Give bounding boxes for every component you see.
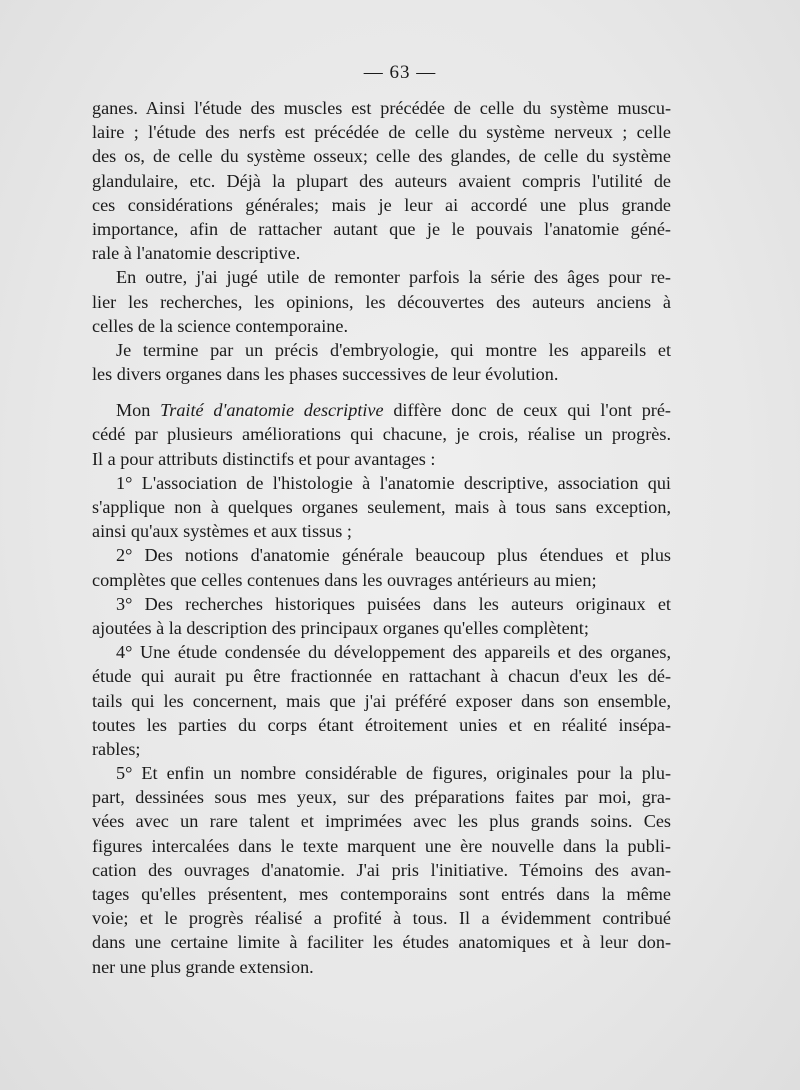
- body-text: [92, 96, 671, 979]
- paragraph-spacer: [92, 386, 671, 398]
- list-item: [92, 592, 671, 640]
- text-line: part, dessinées sous mes yeux, sur des préparations faites par moi, gra-: [92, 787, 671, 808]
- text-run: diffère donc de ceux qui l'ont pré-: [383, 400, 671, 421]
- text-line: rale à l'anatomie descriptive.: [92, 243, 301, 264]
- text-line: lier les recherches, les opinions, les découvertes des auteurs anciens à: [92, 291, 671, 312]
- paragraph: [92, 265, 671, 338]
- text-line: toutes les parties du corps étant étroitement unies et en réalité insépa-: [92, 714, 671, 735]
- text-line: voie; et le progrès réalisé a profité à tous. Il a évidemment contribué: [92, 908, 671, 929]
- text-line: celles de la science contemporaine.: [92, 315, 349, 336]
- text-line: 5° Et enfin un nombre considérable de figures, originales pour la plu-: [116, 763, 671, 784]
- paragraph: [92, 398, 671, 471]
- text-line: glandulaire, etc. Déjà la plupart des auteurs avaient compris l'utilité de: [92, 170, 671, 191]
- text-line: ner une plus grande extension.: [92, 956, 314, 977]
- text-line: cédé par plusieurs améliorations qui chacune, je crois, réalise un progrès.: [92, 424, 671, 445]
- text-line: Je termine par un précis d'embryologie, qui montre les appareils et: [116, 339, 671, 360]
- text-line: ainsi qu'aux systèmes et aux tissus ;: [92, 521, 352, 542]
- text-line: ganes. Ainsi l'étude des muscles est précédée de celle du système muscu-: [92, 98, 671, 118]
- list-item: [92, 543, 671, 591]
- text-line: ces considérations générales; mais je leur ai accordé une plus grande: [92, 194, 671, 215]
- list-item: [92, 640, 671, 761]
- text-line: rables;: [92, 738, 141, 759]
- text-line: laire ; l'étude des nerfs est précédée de celle du système nerveux ; celle: [92, 122, 671, 143]
- text-line: tails qui les concernent, mais que j'ai préféré exposer dans son ensemble,: [92, 690, 671, 711]
- text-line: étude qui aurait pu être fractionnée en rattachant à chacun d'eux les dé-: [92, 666, 671, 687]
- paragraph: [92, 96, 671, 265]
- text-line: 1° L'association de l'histologie à l'anatomie descriptive, association qui: [116, 472, 671, 493]
- text-line: Il a pour attributs distinctifs et pour avantages :: [92, 448, 436, 469]
- text-line: tages qu'elles présentent, mes contemporains sont entrés dans la même: [92, 884, 671, 904]
- text-line: complètes que celles contenues dans les ouvrages antérieurs au mien;: [92, 569, 597, 590]
- text-line-with-title: [92, 398, 671, 422]
- text-run: Mon: [116, 400, 161, 421]
- list-item: [92, 761, 671, 979]
- text-line: En outre, j'ai jugé utile de remonter parfois la série des âges pour re-: [116, 267, 671, 288]
- text-line: importance, afin de rattacher autant que je le pouvais l'anatomie géné-: [92, 218, 671, 239]
- text-line: 2° Des notions d'anatomie générale beaucoup plus étendues et plus: [116, 545, 671, 566]
- text-line: s'applique non à quelques organes seulement, mais à tous sans exception,: [92, 497, 671, 517]
- text-line: figures intercalées dans le texte marquent une ère nouvelle dans la publi-: [92, 835, 671, 856]
- text-line: vées avec un rare talent et imprimées avec les plus grands soins. Ces: [92, 811, 671, 832]
- text-line: les divers organes dans les phases successives de leur évolution.: [92, 364, 559, 385]
- book-title: Traité d'anatomie descriptive: [160, 400, 384, 421]
- text-line: des os, de celle du système osseux; celle des glandes, de celle du système: [92, 146, 671, 167]
- text-line: 3° Des recherches historiques puisées dans les auteurs originaux et: [116, 593, 671, 614]
- paragraph: [92, 338, 671, 386]
- text-line: 4° Une étude condensée du développement des appareils et des organes,: [116, 642, 671, 663]
- text-line: ajoutées à la description des principaux organes qu'elles complètent;: [92, 617, 589, 638]
- text-line: cation des ouvrages d'anatomie. J'ai pris l'initiative. Témoins des avan-: [92, 859, 671, 880]
- page-number: — 63 —: [363, 62, 437, 83]
- text-line: dans une certaine limite à faciliter les études anatomiques et à leur don-: [92, 932, 671, 953]
- list-item: [92, 471, 671, 544]
